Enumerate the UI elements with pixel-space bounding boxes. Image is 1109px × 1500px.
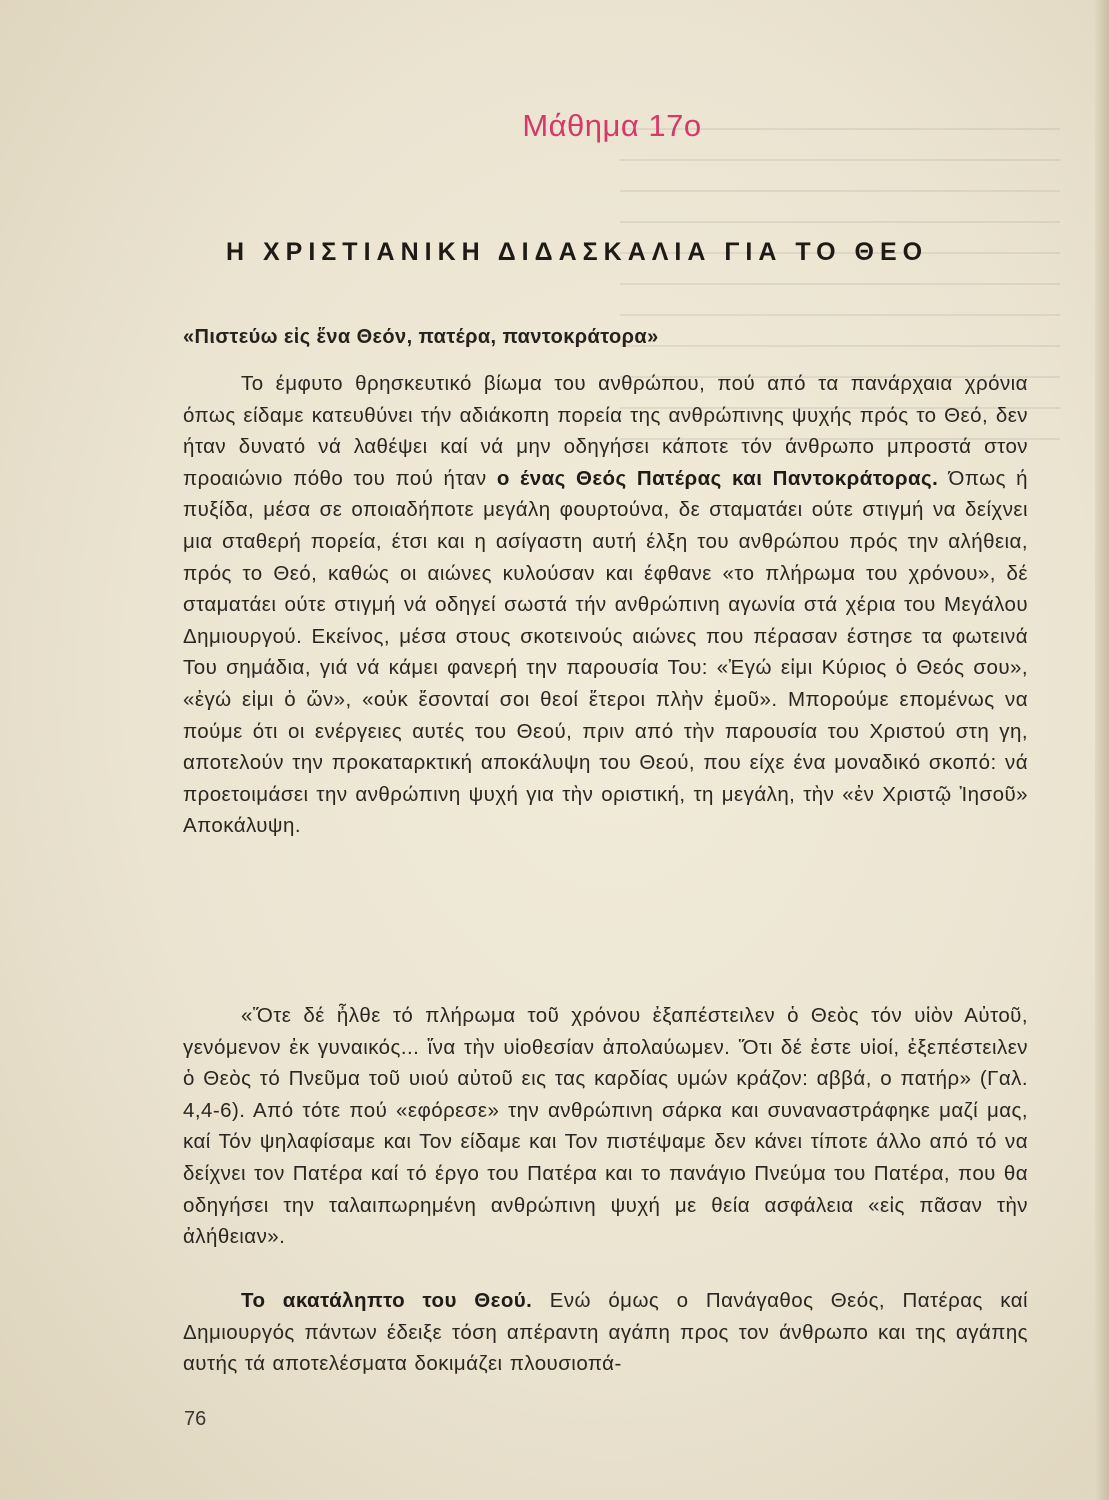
paragraph-text: Ενώ όμως ο Πανάγαθος Θεός, Πατέρας καί Δημιουργός πάντων έδειξε τόση απέραντη αγάπη προς τον άνθρωπο και της αγάπης αυτής τά αποτελέσματα δοκιμάζει πλουσιοπά- bbox=[183, 1289, 1028, 1376]
chapter-heading: Η ΧΡΙΣΤΙΑΝΙΚΗ ΔΙΔΑΣΚΑΛΙΑ ΓΙΑ ΤΟ ΘΕΟ bbox=[226, 238, 929, 266]
creed-quote-heading: «Πιστεύω εἰς ἕνα Θεόν, πατέρα, παντοκράτορα» bbox=[183, 326, 659, 348]
body-paragraph-1 bbox=[183, 368, 1028, 842]
paragraph-text: Όπως ή πυξίδα, μέσα σε οποιαδήποτε μεγάλη φουρτούνα, δε σταματάει ούτε στιγμή να δείχνει μια σταθερή πορεία, έτσι και η ασίγαστη αυτή έλξη του ανθρώπου πρός την αλήθεια, πρός το Θεό, καθώς οι αιώνες κυλούσαν και έφθανε «το πλήρωμα του χρόνου», δέ σταματάει ούτε στιγμή νά οδηγεί σωστά τήν ανθρώπινη αγωνία στά χέρια του Μεγάλου Δημιουργού. Εκείνος, μέσα στους σκοτεινούς αιώνες που πέρασαν έστησε τα φωτεινά Του σημάδια, γιά νά κάμει φανερή την παρουσία Του: «Ἐγώ εἰμι Κύριος ὁ Θεός σου», «ἐγώ εἰμι ὁ ὤν», «οὐκ ἔσονταί σοι θεοί ἕτεροι πλὴν ἐμοῦ». Μπορούμε επομένως να πούμε ότι οι ενέργειες αυτές του Θεού, πριν από τὴν παρουσία του Χριστού στη γη, αποτελούν την προκαταρκτική αποκάλυψη του Θεού, που είχε ένα μοναδικό σκοπό: νά προετοιμάσει την ανθρώπινη ψυχή για τὴν οριστική, τη μεγάλη, τὴν «ἐν Χριστῷ Ἰησοῦ» Αποκάλυψη. bbox=[183, 466, 1028, 838]
body-paragraph-3 bbox=[183, 1285, 1028, 1380]
paragraph-text: «Ὅτε δέ ἦλθε τό πλήρωμα τοῦ χρόνου ἐξαπέστειλεν ὁ Θεὸς τόν υἱὸν Αὐτοῦ, γενόμενον ἐκ γυναικός... ἵνα τὴν υἱοθεσίαν ἀπολαύωμεν. Ὅτι δέ ἐστε υἱοί, ἐξεπέστειλεν ὁ Θεὸς τό Πνεῦμα τοῦ υιού αὐτοῦ εις τας καρδίας υμών κράζον: αββά, ο πατήρ» (Γαλ. 4,4-6). Από τότε πού «εφόρεσε» την ανθρώπινη σάρκα και συναναστράφηκε μαζί μας, καί Τόν ψηλαφίσαμε και Τον είδαμε και Τον πιστέψαμε δεν κάνει τίποτε άλλο από τό να δείχνει τον Πατέρα καί τό έργο του Πατέρα και το πανάγιο Πνεύμα του Πατέρα, που θα οδηγήσει την ταλαιπωρημένη ανθρώπινη ψυχή με θεία ασφάλεια «εἰς πᾶσαν τὴν ἀλήθειαν». bbox=[183, 1004, 1028, 1249]
section-lead-text: Το ακατάληπτο του Θεού. bbox=[241, 1289, 533, 1312]
page-edge bbox=[1095, 0, 1109, 1500]
page-number: 76 bbox=[184, 1408, 207, 1430]
lesson-title: Μάθημα 17ο bbox=[522, 108, 702, 143]
paragraph-text: Το έμφυτο θρησκευτικό βίωμα του ανθρώπου, πού από τα πανάρχαια χρόνια όπως είδαμε κατευθύνει τήν αδιάκοπη πορεία της ανθρώπινης ψυχής πρός το Θεό, δεν ήταν δυνατό νά λαθέψει καί νά μην οδηγήσει κάποτε τόν άνθρωπο μπροστά στον προαιώνιο πόθο του πού ήταν bbox=[183, 372, 1028, 490]
emphasis-text: ο ένας Θεός Πατέρας και Παντοκράτορας. bbox=[496, 466, 939, 490]
body-paragraph-2 bbox=[183, 1000, 1028, 1253]
